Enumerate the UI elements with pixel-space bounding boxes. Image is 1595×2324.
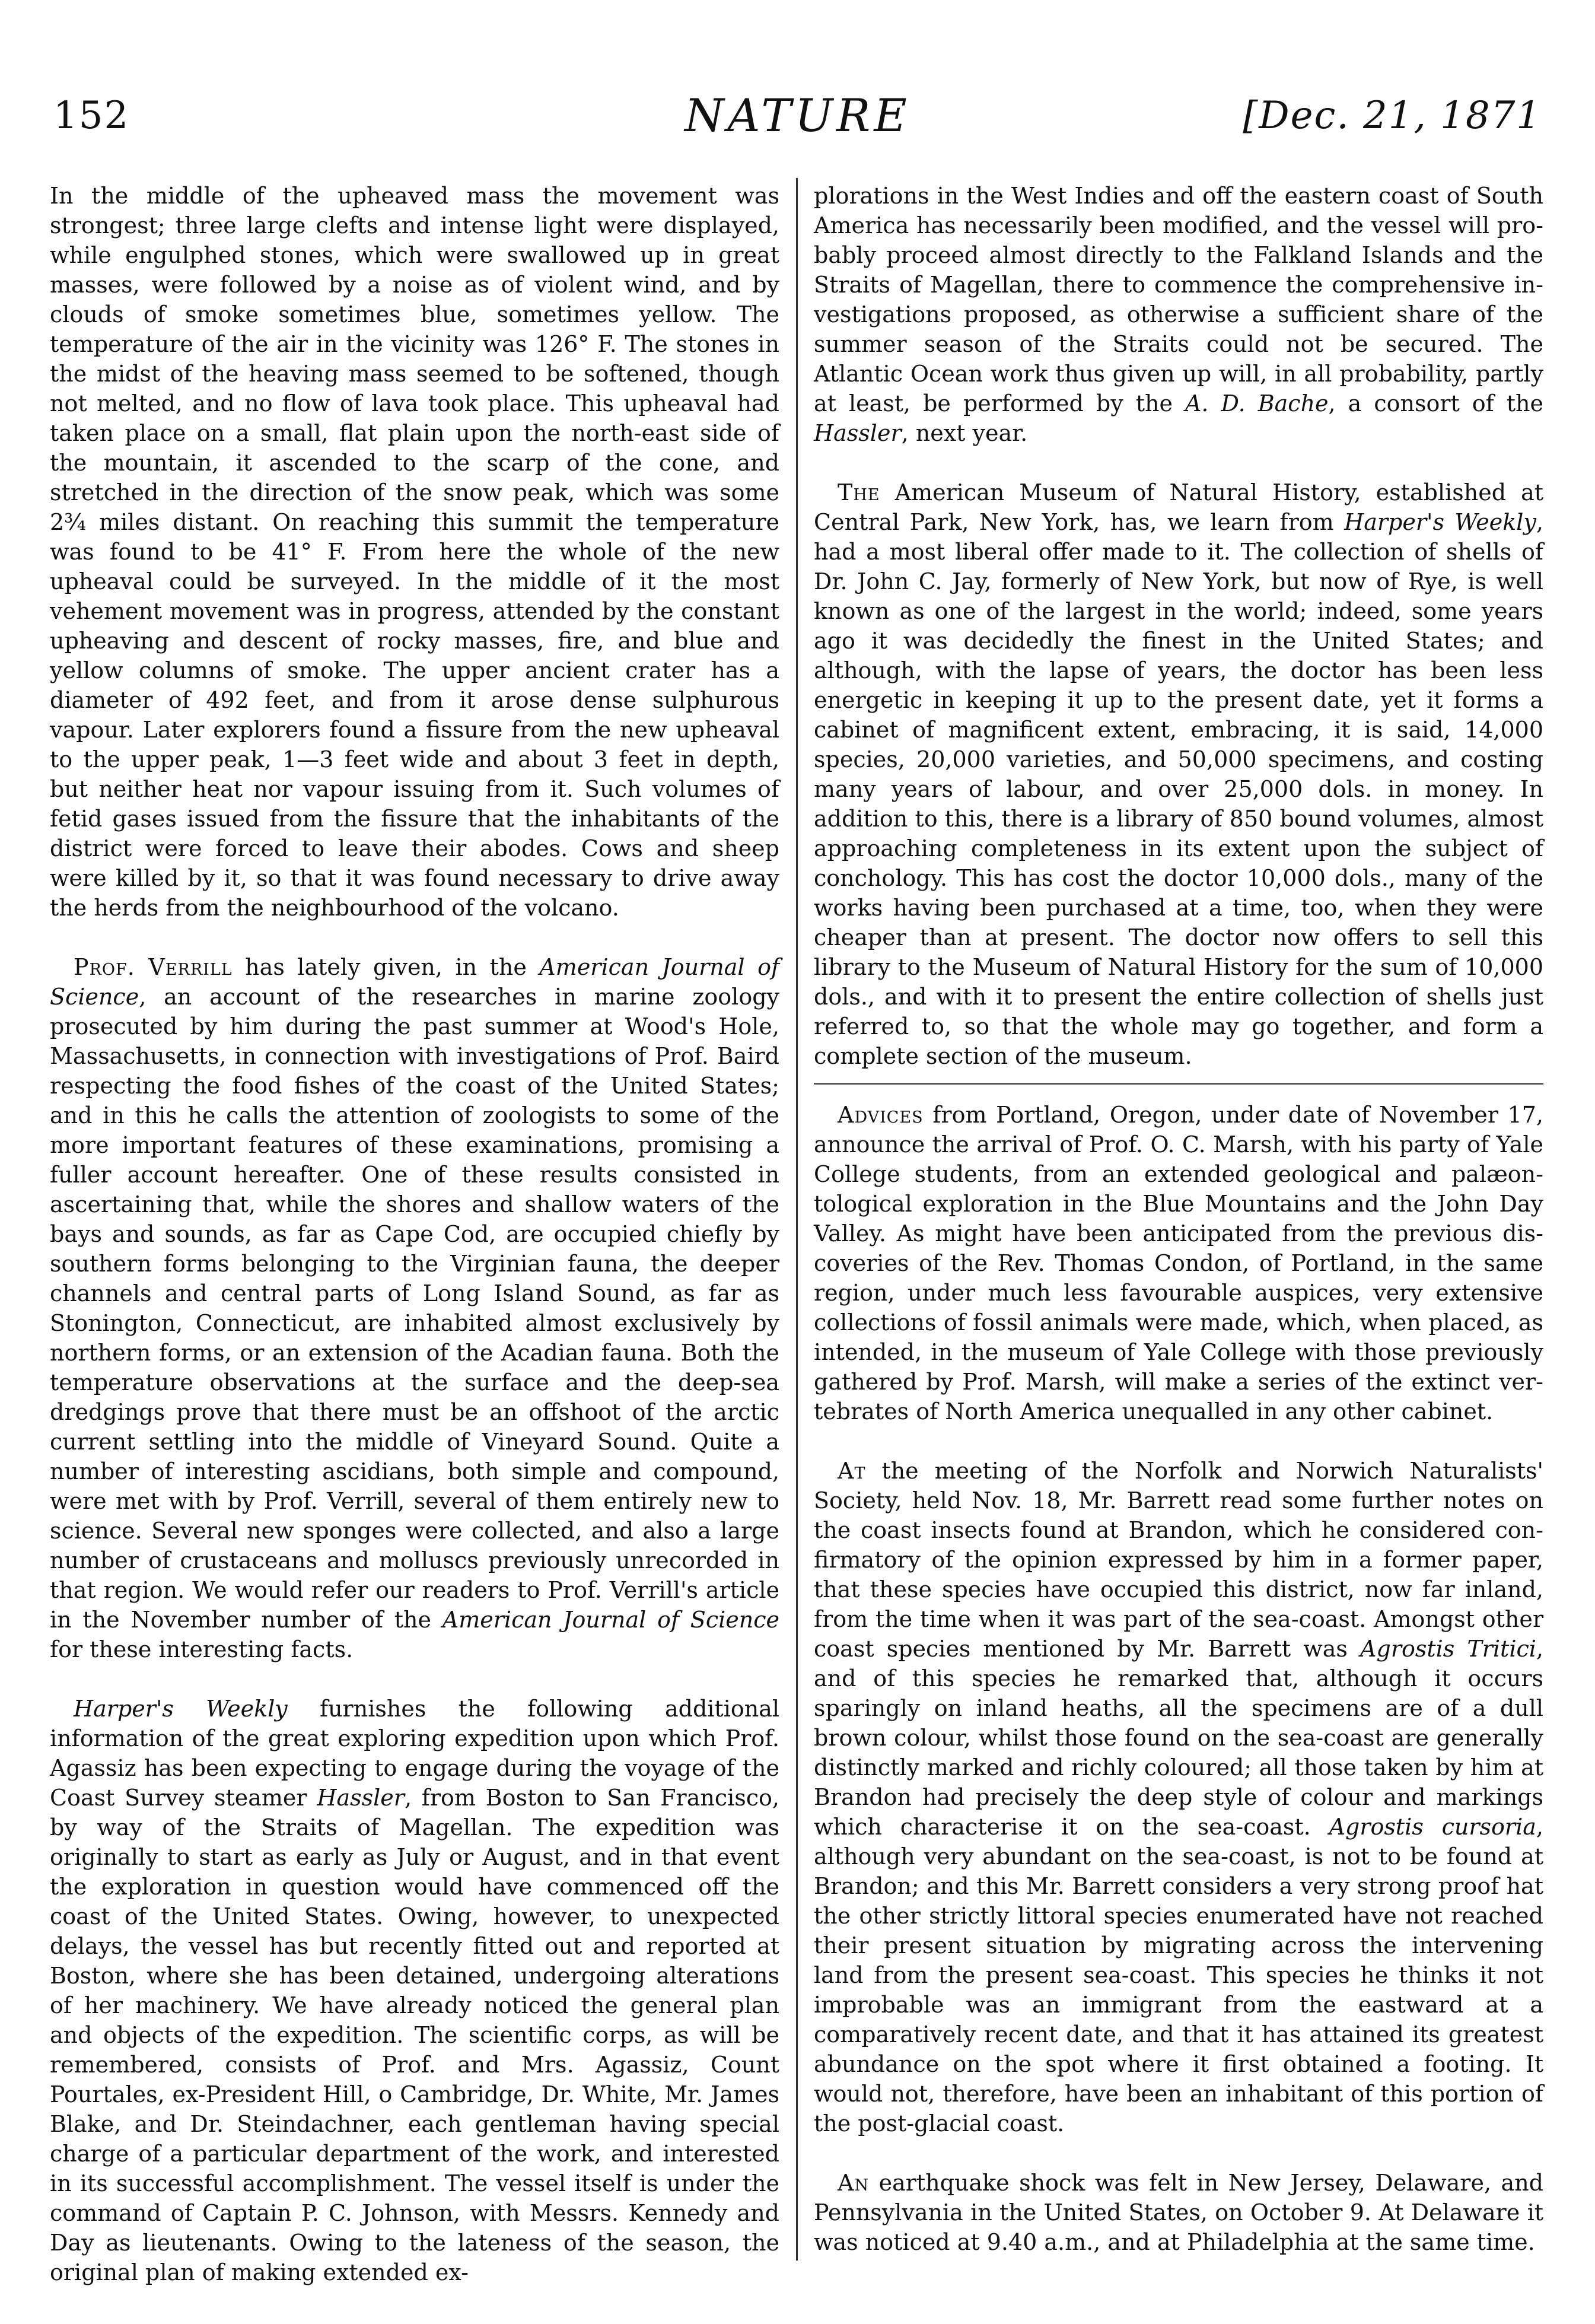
expedition-continuation-paragraph [814, 181, 1543, 448]
paragraph-text: , next year. [901, 420, 1028, 446]
paragraph-lead: At [838, 1458, 866, 1484]
species-name: Agrostis Tritici [1360, 1636, 1536, 1662]
paragraph-lead: The [838, 479, 880, 506]
issue-date: [Dec. 21, 1871 [1243, 94, 1542, 138]
paragraph-lead: Advices [838, 1102, 924, 1128]
paragraph-text: , although very abundant on the sea-coast, is not to be found at Brandon; and this Mr. Barrett considers a very strong proof hat the other strictly littoral species enumerated have not reached their present situation by migrating across the intervening land from the present sea-coast. This species he thinks it not improbable was an immigrant from the eastward at a comparatively recent date, and that it has attained its greatest abundance on the spot where it first obtained a footing. It would not, therefore, have been an inhabitant of this portion of the post-glacial coast. [814, 1814, 1544, 2137]
column-rule [796, 178, 798, 2261]
marsh-paragraph [814, 1100, 1543, 1426]
paragraph-text: furnishes the following additional information of the great exploring expedition upon which Prof. Agassiz has been expecting to engage during the voyage of the Coast Survey steamer [50, 1696, 780, 1811]
agassiz-expedition-paragraph [50, 1694, 779, 2287]
paragraph-text: has lately given, in the [232, 954, 540, 980]
journal-reference: American Journal of Science [442, 1607, 779, 1633]
naturalists-society-paragraph [814, 1456, 1543, 2138]
paragraph-text: , from Boston to San Francisco, by way of the Straits of Magellan. The expedition was originally to start as early as July or August, and in that event the exploration in question would have commenced off the coast of the United States. Owing, however, to unexpected delays, the vessel has but recently fitted out and reported at Boston, where she has been detained, undergoing alterations of her machinery. We have already noticed the general plan and objects of the expedition. The scientific corps, as will be remembered, consists of Prof. and Mrs. Agassiz, Count Pourtales, ex-President Hill, o Cambridge, Dr. White, Mr. James Blake, and Dr. Steindachner, each gentleman having special charge of a particular department of the work, and interested in its successful accomplishment. The vessel itself is under the command of Captain P. C. Johnson, with Messrs. Kennedy and Day as lieutenants. Owing to the lateness of the season, the original plan of making extended ex- [50, 1785, 779, 2285]
paragraph-text: plorations in the West Indies and off the eastern coast of South America has necessarily been modified, and the vessel will probably proceed almost directly to the Falkland Islands and the Straits of Magellan, there to commence the comprehensive investigations proposed, as otherwise a sufficient share of the summer season of the Straits could not be secured. The Atlantic Ocean work thus given up will, in all probability, partly at least, be performed by the [814, 183, 1543, 417]
running-header [53, 89, 1542, 166]
verrill-paragraph [50, 952, 779, 1664]
paragraph-text: , an account of the researches in marine zoology prosecuted by him during the past summer at Wood's Hole, Massachusetts, in connection with investigations of Prof. Baird respecting the food fishes of the coast of the United States; and in this he calls the attention of zoologists to some of the more important features of these examinations, promising a fuller account hereafter. One of these results consisted in ascertaining that, while the shores and shallow waters of the bays and sounds, as far as Cape Cod, are occupied chiefly by southern forms belonging to the Virginian fauna, the deeper channels and central parts of Long Island Sound, as far as Stonington, Connecticut, are inhabited almost exclusively by northern forms, or an extension of the Acadian fauna. Both the temperature observations at the surface and the deep-sea dredgings prove that there must be an offshoot of the arctic current settling into the middle of Vineyard Sound. Quite a number of interesting ascidians, both simple and compound, were met with by Prof. Verrill, several of them entirely new to science. Several new sponges were collected, and also a large number of crustaceans and molluscs previously unrecorded in that region. We would refer our readers to Prof. Verrill's article in the November number of the [50, 984, 779, 1633]
left-column [50, 181, 779, 2287]
museum-paragraph [814, 478, 1543, 1071]
right-column [814, 181, 1543, 2257]
section-divider [814, 1083, 1543, 1085]
journal-reference: Harper's Weekly [1344, 509, 1536, 535]
ship-name: Hassler [317, 1785, 405, 1811]
paragraph-text: American Museum of Natural History, established at Central Park, New York, has, we learn from [814, 479, 1543, 535]
paragraph-text: , and of this species he remarked that, although it occurs sparingly on inland heaths, all the specimens are of a dull brown colour, whilst those found on the sea-coast are generally distinctly marked and richly coloured; all those taken by him at Brandon had precisely the deep style of colour and markings which characterise it on the sea-coast. [814, 1636, 1544, 1840]
paragraph-text: for these interesting facts. [50, 1636, 354, 1662]
paragraph-lead: Prof. Verrill [74, 954, 233, 980]
paragraph-lead: An [838, 2170, 870, 2196]
paragraph-text: , a consort of the [1328, 390, 1543, 417]
paragraph-text: earthquake shock was felt in New Jersey, Delaware, and Pennsylvania in the United States, on October 9. At Delaware it was noticed at 9.40 a.m., and at Philadelphia at the same time. [814, 2170, 1543, 2255]
ship-name: A. D. Bache [1185, 390, 1329, 417]
paragraph-text: the meeting of the Norfolk and Norwich Naturalists' Society, held Nov. 18, Mr. Barrett read some further notes on the coast insects found at Brandon, which he considered confirmatory of the opinion expressed by him in a former paper, that these species have occupied this district, now far inland, from the time when it was part of the sea-coast. Amongst other coast species mentioned by Mr. Barrett was [814, 1458, 1543, 1662]
volcano-paragraph: In the middle of the upheaved mass the movement was strongest; three large clefts and intense light were displayed, while engulphed stones, which were swallowed up in great masses, were followed by a noise as of violent wind, and by clouds of smoke sometimes blue, sometimes yellow. The temperature of the air in the vicinity was 126° F. The stones in the midst of the heaving mass seemed to be softened, though not melted, and no flow of lava took place. This upheaval had taken place on a small, flat plain upon the north-east side of the mountain, it ascended to the scarp of the cone, and stretched in the direction of the snow peak, which was some 2¾ miles distant. On reaching this summit the temperature was found to be 41° F. From here the whole of the new upheaval could be surveyed. In the middle of it the most vehement movement was in progress, attended by the constant upheaving and descent of rocky masses, fire, and blue and yellow columns of smoke. The upper ancient crater has a diameter of 492 feet, and from it arose dense sulphurous vapour. Later explorers found a fissure from the new upheaval to the upper peak, 1—3 feet wide and about 3 feet in depth, but neither heat nor vapour issuing from it. Such volumes of fetid gases issued from the fissure that the inhabitants of the district were forced to leave their abodes. Cows and sheep were killed by it, so that it was found necessary to drive away the herds from the neighbourhood of the volcano. [50, 183, 779, 921]
journal-reference: American Journal of Science [50, 954, 780, 1010]
earthquake-paragraph [814, 2168, 1543, 2257]
page-number: 152 [53, 94, 130, 138]
ship-name: Hassler [814, 420, 902, 446]
paragraph-text: , had a most liberal offer made to it. The collection of shells of Dr. John C. Jay, formerly of New York, but now of Rye, is well known as one of the largest in the world; indeed, some years ago it was decidedly the finest in the United States; and although, with the lapse of years, the doctor has been less energetic in keeping it up to the present date, yet it forms a cabinet of magnificent extent, embracing, it is said, 14,000 species, 20,000 varieties, and 50,000 specimens, and costing many years of labour, and over 25,000 dols. in money. In addition to this, there is a library of 850 bound volumes, almost approaching completeness in its extent upon the subject of conchology. This has cost the doctor 10,000 dols., many of the works having been purchased at a time, too, when they were cheaper than at present. The doctor now offers to sell this library to the Museum of Natural History for the sum of 10,000 dols., and with it to present the entire collection of shells just referred to, so that the whole may go together, and form a complete section of the museum. [814, 509, 1543, 1069]
journal-title: NATURE [685, 89, 910, 142]
species-name: Agrostis cursoria [1329, 1814, 1536, 1840]
paragraph-lead: Harper's Weekly [74, 1696, 288, 1722]
paragraph-text: from Portland, Oregon, under date of November 17, announce the arrival of Prof. O. C. Marsh, with his party of Yale College students, from an extended geological and palæontological exploration in the Blue Mountains and the John Day Valley. As might have been anticipated from the previous discoveries of the Rev. Thomas Condon, of Portland, in the same region, under much less favourable auspices, very extensive collections of fossil animals were made, which, when placed, as intended, in the museum of Yale College with those previously gathered by Prof. Marsh, will make a series of the extinct vertebrates of North America unequalled in any other cabinet. [814, 1102, 1543, 1425]
